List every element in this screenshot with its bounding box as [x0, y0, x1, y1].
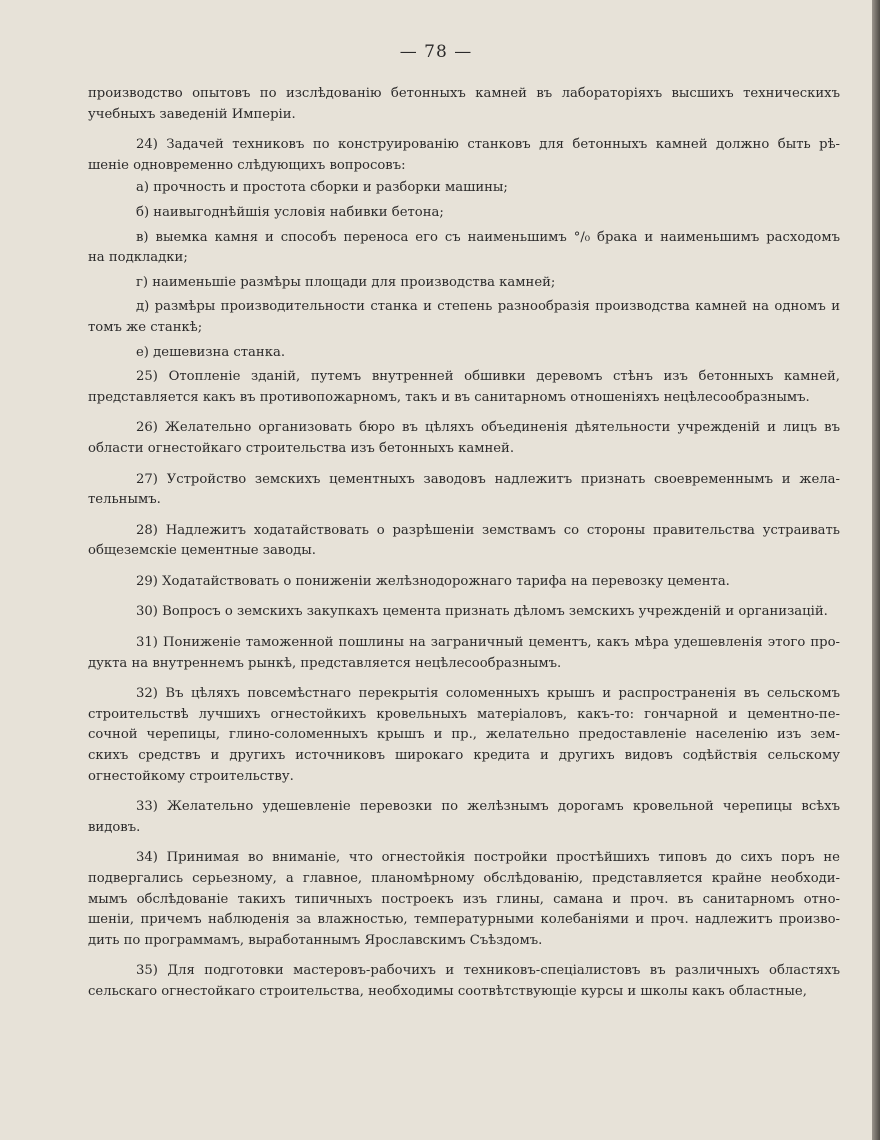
paragraph: [88, 84, 840, 125]
text-line: сельскаго огнестойкаго строительства, необходимы соотвѣтствующіе курсы и школы какъ областные,: [88, 983, 807, 999]
text-line: шеніи, причемъ наблюденія за влажностью, температурными колебаніями и проч. надлежитъ произво-: [88, 912, 840, 928]
text-line: учебныхъ заведеній Имперіи.: [88, 106, 296, 122]
text-line: дукта на внутреннемъ рынкѣ, представляется нецѣлесообразнымъ.: [88, 655, 562, 671]
text-line: на подкладки;: [88, 250, 188, 266]
paragraph: [88, 602, 840, 623]
text-line: д) размѣры производительности станка и степень разнообразія производства камней на одномъ и: [136, 299, 840, 315]
paragraph: [88, 135, 840, 176]
text-line: г) наименьшіе размѣры площади для производства камней;: [136, 274, 556, 290]
text-line: 35) Для подготовки мастеровъ-рабочихъ и техниковъ-спеціалистовъ въ различныхъ областяхъ: [136, 963, 840, 979]
paragraph: [88, 178, 840, 199]
body-text: [88, 84, 840, 1013]
paragraph: [88, 367, 840, 408]
text-line: 24) Задачей техниковъ по конструированію станковъ для бетонныхъ камней должно быть рѣ-: [136, 137, 840, 153]
text-line: области огнестойкаго строительства изъ бетонныхъ камней.: [88, 440, 515, 456]
text-line: 31) Пониженіе таможенной пошлины на заграничный цементъ, какъ мѣра удешевленія этого про-: [136, 635, 840, 651]
text-line: 33) Желательно удешевленіе перевозки по желѣзнымъ дорогамъ кровельной черепицы всѣхъ: [136, 799, 840, 815]
text-line: 32) Въ цѣляхъ повсемѣстнаго перекрытія соломенныхъ крышъ и распространенія въ сельскомъ: [136, 686, 840, 702]
paragraph: [88, 572, 840, 593]
text-line: строительствѣ лучшихъ огнестойкихъ кровельныхъ матеріаловъ, какъ-то: гончарной и цементно-пе-: [88, 706, 840, 722]
text-line: подвергались серьезному, а главное, планомѣрному обслѣдованію, представляется крайне необходи-: [88, 871, 840, 886]
paragraph: [88, 521, 840, 562]
text-line: в) выемка камня и способъ переноса его съ наименьшимъ °/₀ брака и наименьшимъ расходомъ: [136, 229, 840, 245]
text-line: общеземскіе цементные заводы.: [88, 543, 316, 559]
paragraph: [88, 848, 840, 951]
text-line: 29) Ходатайствовать о пониженіи желѣзнодорожнаго тарифа на перевозку цемента.: [136, 573, 730, 589]
text-line: 34) Принимая во вниманіе, что огнестойкія постройки простѣйшихъ типовъ до сихъ поръ не: [136, 850, 840, 866]
text-line: томъ же станкѣ;: [88, 319, 203, 335]
text-line: огнестойкому строительству.: [88, 768, 294, 784]
text-line: скихъ средствъ и другихъ источниковъ широкаго кредита и другихъ видовъ содѣйствія сельскому: [88, 748, 840, 764]
paragraph: [88, 273, 840, 294]
page-number: — 78 —: [399, 42, 473, 62]
text-line: 27) Устройство земскихъ цементныхъ заводовъ надлежитъ признать своевременнымъ и жела-: [136, 471, 840, 487]
text-line: дить по программамъ, выработаннымъ Ярославскимъ Съѣздомъ.: [88, 932, 543, 948]
text-line: а) прочность и простота сборки и разборки машины;: [136, 180, 508, 196]
paragraph: [88, 470, 840, 511]
paragraph: [88, 228, 840, 269]
book-binding-edge: [872, 0, 880, 1140]
paragraph: [88, 297, 840, 338]
text-line: видовъ.: [88, 819, 141, 835]
paragraph: [88, 797, 840, 838]
paragraph: [88, 203, 840, 224]
text-line: производство опытовъ по изслѣдованію бетонныхъ камней въ лабораторіяхъ высшихъ техническихъ: [88, 86, 840, 101]
text-line: 30) Вопросъ о земскихъ закупкахъ цемента признать дѣломъ земскихъ учрежденій и организацій.: [136, 604, 828, 620]
text-line: 26) Желательно организовать бюро въ цѣляхъ объединенія дѣятельности учрежденій и лицъ въ: [136, 420, 840, 436]
text-line: тельнымъ.: [88, 492, 161, 508]
text-line: 25) Отопленіе зданій, путемъ внутренней обшивки деревомъ стѣнъ изъ бетонныхъ камней,: [136, 369, 840, 385]
text-line: е) дешевизна станка.: [136, 344, 286, 360]
text-line: 28) Надлежитъ ходатайствовать о разрѣшеніи земствамъ со стороны правительства устраивать: [136, 522, 840, 538]
paragraph: [88, 684, 840, 787]
paragraph: [88, 343, 840, 364]
text-line: шеніе одновременно слѣдующихъ вопросовъ:: [88, 157, 406, 173]
text-line: сочной черепицы, глино-соломенныхъ крышъ и пр., желательно предоставленіе населенію изъ зем-: [88, 727, 840, 743]
text-line: мымъ обслѣдованіе такихъ типичныхъ построекъ изъ глины, самана и проч. въ санитарномъ отно-: [88, 891, 840, 907]
paragraph: [88, 961, 840, 1002]
paragraph: [88, 418, 840, 459]
text-line: представляется какъ въ противопожарномъ, такъ и въ санитарномъ отношеніяхъ нецѣлесообразнымъ.: [88, 389, 810, 405]
paragraph: [88, 633, 840, 674]
text-line: б) наивыгоднѣйшія условія набивки бетона;: [136, 204, 444, 220]
